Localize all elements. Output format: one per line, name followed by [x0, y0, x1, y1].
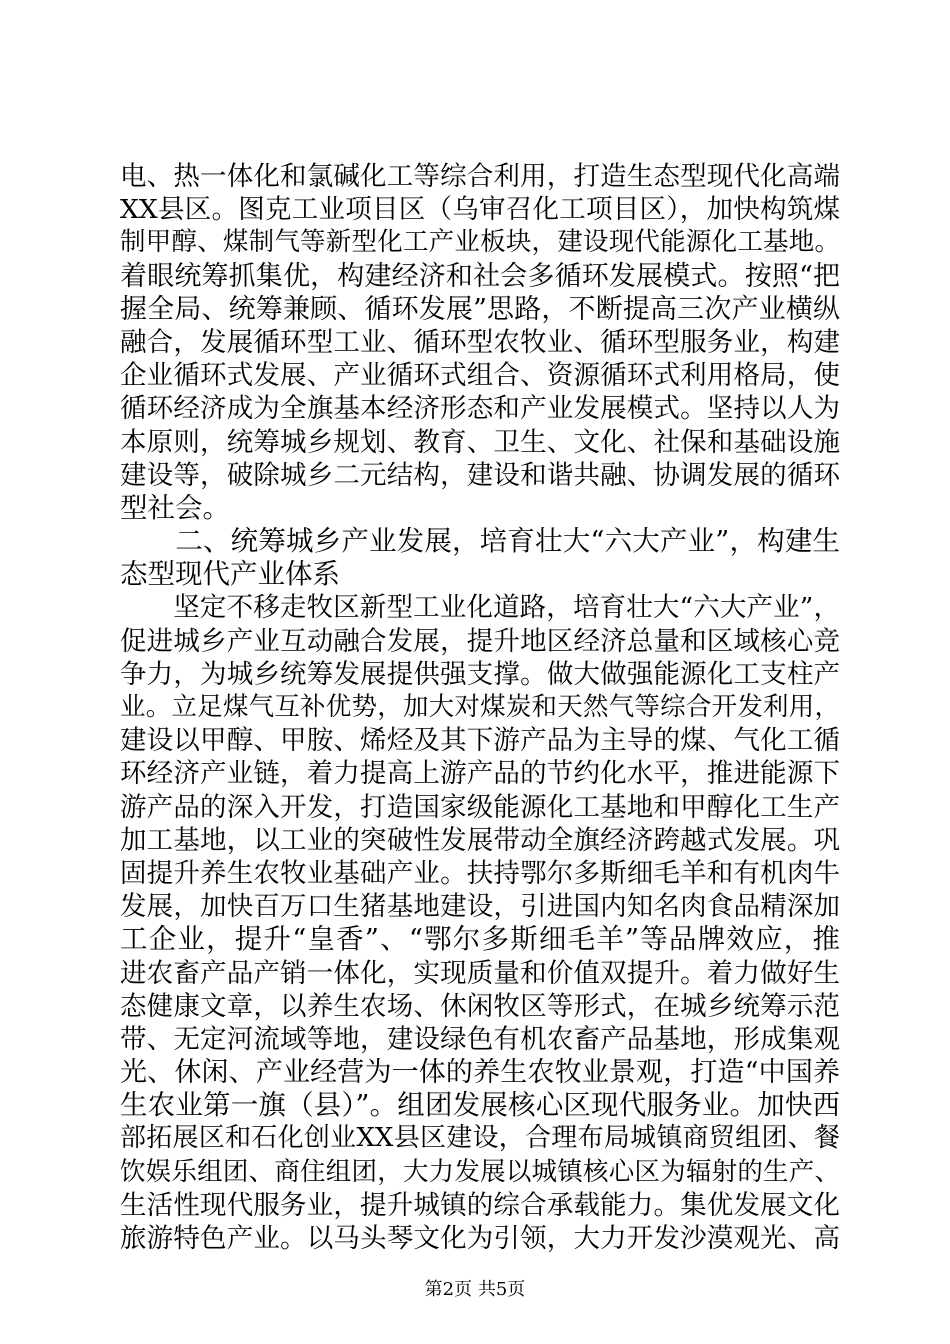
text-line: 固提升养生农牧业基础产业。扶持鄂尔多斯细毛羊和有机肉牛 [120, 857, 840, 889]
text-line: 态型现代产业体系 [120, 558, 340, 591]
text-line: 生农业第一旗（县）”。组团发展核心区现代服务业。加快西 [120, 1089, 840, 1122]
text-line: 融合，发展循环型工业、循环型农牧业、循环型服务业，构建 [120, 326, 840, 358]
text-line: 坚定不移走牧区新型工业化道路，培育壮大“六大产业”， [120, 592, 840, 624]
text-line: 游产品的深入开发，打造国家级能源化工基地和甲醇化工生产 [120, 791, 840, 823]
text-line: 促进城乡产业互动融合发展，提升地区经济总量和区域核心竞 [120, 625, 840, 657]
text-line: 着眼统筹抓集优，构建经济和社会多循环发展模式。按照“把 [120, 260, 840, 292]
text-line: 生活性现代服务业，提升城镇的综合承载能力。集优发展文化 [120, 1189, 840, 1221]
text-line: 饮娱乐组团、商住组团，大力发展以城镇核心区为辐射的生产、 [120, 1156, 840, 1187]
text-line: 环经济产业链，着力提高上游产品的节约化水平，推进能源下 [120, 758, 840, 790]
text-line: 业。立足煤气互补优势，加大对煤炭和天然气等综合开发利用， [120, 692, 840, 722]
text-line: 企业循环式发展、产业循环式组合、资源循环式利用格局，使 [120, 360, 840, 392]
text-line: 型社会。 [120, 491, 230, 524]
text-line: 带、无定河流域等地，建设绿色有机农畜产品基地，形成集观 [120, 1023, 840, 1055]
text-line: 建设等，破除城乡二元结构，建设和谐共融、协调发展的循环 [120, 459, 840, 491]
text-line: 发展，加快百万口生猪基地建设，引进国内知名肉食品精深加 [120, 891, 840, 923]
text-line: 光、休闲、产业经营为一体的养生农牧业景观，打造“中国养 [120, 1057, 840, 1089]
text-line: 制甲醇、煤制气等新型化工产业板块，建设现代能源化工基地。 [120, 227, 840, 258]
text-line: 建设以甲醇、甲胺、烯烃及其下游产品为主导的煤、气化工循 [120, 725, 840, 757]
text-line: 态健康文章，以养生农场、休闲牧区等形式，在城乡统筹示范 [120, 990, 840, 1022]
text-line: 电、热一体化和氯碱化工等综合利用，打造生态型现代化高端 [120, 161, 840, 192]
body-text [120, 160, 840, 1255]
text-line: 握全局、统筹兼顾、循环发展”思路，不断提高三次产业横纵 [120, 293, 840, 325]
text-line: 二、统筹城乡产业发展，培育壮大“六大产业”，构建生 [120, 525, 840, 558]
text-line: 加工基地，以工业的突破性发展带动全旗经济跨越式发展。巩 [120, 824, 840, 856]
text-line: 进农畜产品产销一体化，实现质量和价值双提升。着力做好生 [120, 957, 840, 989]
page-footer: 第2页 共5页 [424, 1279, 526, 1300]
text-line: 工企业，提升“皇香”、“鄂尔多斯细毛羊”等品牌效应，推 [120, 923, 840, 956]
text-line: 旅游特色产业。以马头琴文化为引领，大力开发沙漠观光、高 [120, 1223, 840, 1254]
text-line: XX县区。图克工业项目区（乌审召化工项目区），加快构筑煤 [120, 194, 840, 226]
text-line: 部拓展区和石化创业XX县区建设，合理布局城镇商贸组团、餐 [120, 1123, 840, 1154]
text-line: 争力，为城乡统筹发展提供强支撑。做大做强能源化工支柱产 [120, 658, 840, 690]
text-line: 本原则，统筹城乡规划、教育、卫生、文化、社保和基础设施 [120, 426, 840, 458]
text-line: 循环经济成为全旗基本经济形态和产业发展模式。坚持以人为 [120, 393, 840, 425]
